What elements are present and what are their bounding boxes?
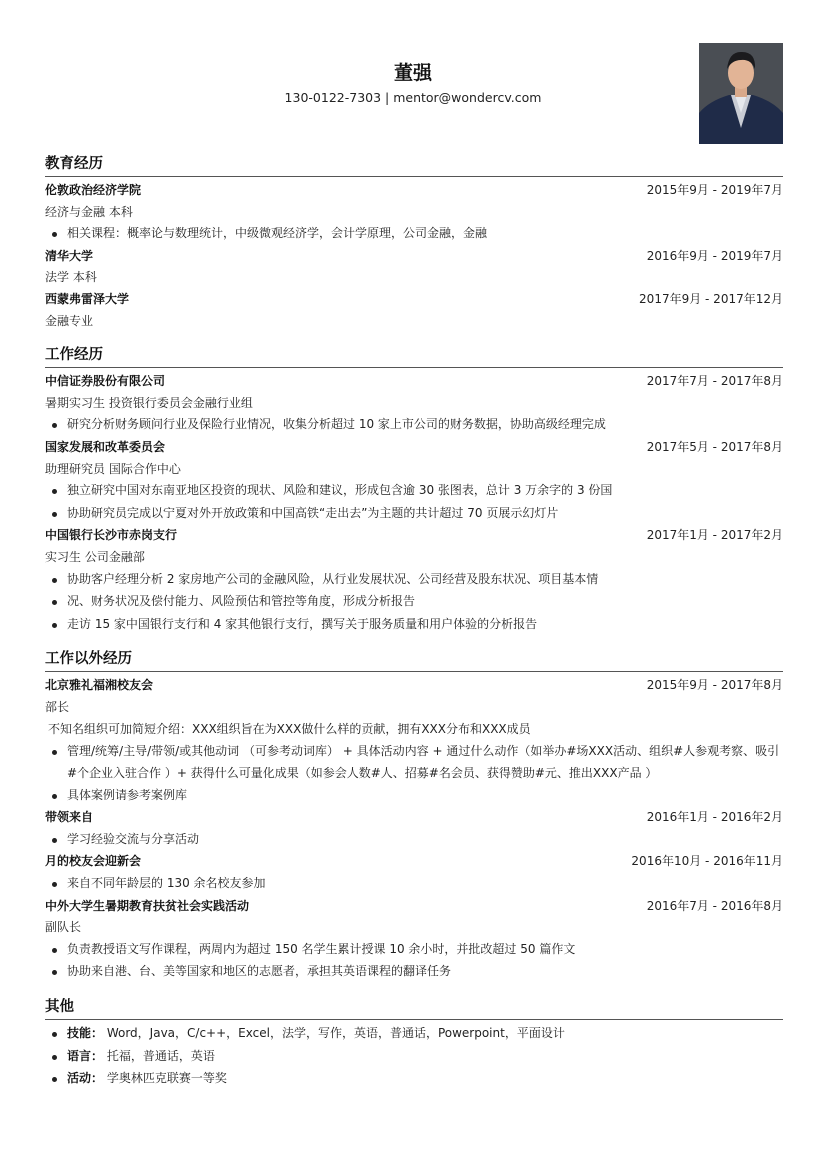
entry-date: 2016年9月 - 2019年7月 — [646, 248, 783, 263]
entry-subtitle: 金融专业 — [45, 313, 94, 328]
bullet-item — [45, 614, 783, 637]
entry — [45, 807, 783, 851]
contact-info: 130-0122-7303 | mentor@wondercv.com — [284, 90, 542, 105]
entry-description: 不知名组织可加简短介绍：XXX组织旨在为XXX做什么样的贡献，拥有XXX分布和XXX成员 — [48, 722, 531, 737]
entry-date: 2017年9月 - 2017年12月 — [639, 291, 783, 306]
entry-subtitle: 经济与金融 本科 — [45, 204, 133, 219]
item-label: 技能： — [67, 1026, 104, 1040]
bullet-item — [45, 873, 783, 896]
section-0 — [45, 152, 783, 332]
bullet-icon — [52, 1055, 57, 1060]
resume-body — [45, 152, 783, 1091]
bullet-icon — [52, 838, 57, 843]
bullet-icon — [52, 578, 57, 583]
bullet-text: 独立研究中国对东南亚地区投资的现状、风险和建议，形成包含逾 30 张图表，总计 3 万余字的 3 份国 — [67, 483, 613, 498]
section-title: 工作以外经历 — [45, 651, 132, 668]
entry-header — [45, 807, 783, 829]
bullet-item — [45, 741, 783, 784]
bullet-item — [45, 961, 783, 984]
entry — [45, 525, 783, 636]
entry-header — [45, 896, 783, 918]
candidate-name: 董强 — [393, 62, 432, 84]
entry-date: 2016年7月 - 2016年8月 — [646, 898, 783, 913]
bullet-text: 协助研究员完成以宁夏对外开放政策和中国高铁“走出去”为主题的共计超过 70 页展示幻灯片 — [67, 505, 559, 520]
item-text: Word，Java，C/c++，Excel，法学，写作，英语，普通话，Powerpoint，平面设计 — [103, 1026, 565, 1040]
section-1 — [45, 343, 783, 636]
bullet-text: 研究分析财务顾问行业及保险行业情况，收集分析超过 10 家上市公司的财务数据，协助高级经理完成 — [67, 417, 606, 432]
bullet-icon — [52, 948, 57, 953]
bullet-item — [45, 939, 783, 962]
bullet-icon — [52, 512, 57, 517]
section-3 — [45, 995, 783, 1091]
bullet-text: 协助客户经理分析 2 家房地产公司的金融风险，从行业发展状况、公司经营及股东状况、项目基本情 — [67, 571, 599, 586]
entry-title: 中外大学生暑期教育扶贫社会实践活动 — [45, 898, 250, 913]
entry-title: 清华大学 — [45, 248, 94, 263]
bullet-icon — [52, 489, 57, 494]
entry — [45, 437, 783, 525]
bullet-text: 走访 15 家中国银行支行和 4 家其他银行支行，撰写关于服务质量和用户体验的分析报告 — [67, 616, 538, 631]
entry-header — [45, 246, 783, 268]
entry-header — [45, 289, 783, 311]
section-title: 教育经历 — [45, 156, 103, 172]
entry-subtitle: 法学 本科 — [45, 270, 97, 285]
bullet-text: 管理/统筹/主导/带领/或其他动词 （可参考动词库） + 具体活动内容 + 通过什么动作（如举办#场XXX活动、组织#人参观考察、吸引#个企业入驻合作 ）+ 获得什么可量化成果（如参会人数#人、招募#名会员、获得赞助#元、推出XXX产品 ） — [67, 744, 780, 781]
bullet-item — [45, 569, 783, 592]
entry-date: 2017年7月 - 2017年8月 — [646, 374, 783, 389]
bullet-text: 况、财务状况及偿付能力、风险预估和管控等角度，形成分析报告 — [67, 594, 416, 609]
other-item — [45, 1023, 783, 1046]
entry-subtitle: 部长 — [45, 699, 70, 714]
entry — [45, 896, 783, 984]
item-label: 语言： — [67, 1048, 104, 1063]
entry-header — [45, 675, 783, 697]
item-label: 活动： — [67, 1071, 104, 1086]
entry-date: 2015年9月 - 2019年7月 — [646, 183, 783, 197]
entry-title: 国家发展和改革委员会 — [45, 439, 166, 454]
entry-title: 中国银行长沙市赤岗支行 — [45, 528, 178, 543]
bullet-icon — [52, 623, 57, 628]
entry — [45, 289, 783, 332]
bullet-text: 来自不同年龄层的 130 余名校友参加 — [67, 876, 266, 891]
bullet-item — [45, 785, 783, 808]
entry-date: 2016年1月 - 2016年2月 — [646, 810, 783, 825]
other-item — [45, 1046, 783, 1069]
bullet-icon — [52, 1077, 57, 1082]
bullet-text: 相关课程：概率论与数理统计，中级微观经济学，会计学原理，公司金融，金融 — [67, 226, 488, 241]
bullet-item — [45, 223, 783, 246]
entry-header — [45, 851, 783, 873]
bullet-icon — [52, 750, 57, 755]
entry — [45, 246, 783, 289]
bullet-text: 学习经验交流与分享活动 — [67, 831, 200, 846]
entry-subtitle: 暑期实习生 投资银行委员会金融行业组 — [45, 395, 253, 410]
bullet-icon — [52, 882, 57, 887]
entry-title: 中信证券股份有限公司 — [45, 374, 166, 389]
entry-header — [45, 371, 783, 393]
bullet-icon — [52, 423, 57, 428]
entry-date: 2015年9月 - 2017年8月 — [646, 678, 783, 693]
bullet-item — [45, 829, 783, 852]
section-divider — [45, 1019, 783, 1020]
bullet-item — [45, 591, 783, 614]
section-divider — [45, 671, 783, 672]
section-2 — [45, 647, 783, 984]
bullet-icon — [52, 794, 57, 799]
bullet-item — [45, 503, 783, 526]
bullet-item — [45, 480, 783, 503]
entry — [45, 180, 783, 246]
entry-title: 伦敦政治经济学院 — [45, 183, 142, 197]
bullet-item — [45, 414, 783, 437]
section-divider — [45, 367, 783, 368]
item-text: 托福，普通话，英语 — [103, 1048, 215, 1063]
entry — [45, 675, 783, 807]
item-text: 学奥林匹克联赛一等奖 — [103, 1071, 227, 1086]
entry-title: 西蒙弗雷泽大学 — [45, 291, 130, 306]
bullet-icon — [52, 600, 57, 605]
bullet-text: 负责教授语文写作课程，两周内为超过 150 名学生累计授课 10 余小时，并批改超过 50 篇作文 — [67, 941, 576, 956]
entry-date: 2016年10月 - 2016年11月 — [631, 854, 783, 869]
profile-photo — [699, 43, 783, 144]
entry-header — [45, 437, 783, 459]
entry-subtitle: 助理研究员 国际合作中心 — [45, 461, 181, 476]
entry-title: 月的校友会迎新会 — [45, 854, 142, 869]
bullet-text: 具体案例请参考案例库 — [67, 787, 188, 802]
entry — [45, 371, 783, 437]
entry-title: 北京雅礼福湘校友会 — [45, 678, 154, 693]
entry-date: 2017年1月 - 2017年2月 — [646, 528, 783, 543]
entry-title: 带领来自 — [45, 810, 94, 825]
entry-header — [45, 525, 783, 547]
entry-date: 2017年5月 - 2017年8月 — [646, 439, 783, 454]
entry — [45, 851, 783, 895]
section-divider — [45, 176, 783, 177]
entry-subtitle: 副队长 — [45, 920, 82, 935]
entry-header — [45, 180, 783, 202]
bullet-icon — [52, 1032, 57, 1037]
entry-subtitle: 实习生 公司金融部 — [45, 549, 145, 564]
bullet-text: 协助来自港、台、美等国家和地区的志愿者，承担其英语课程的翻译任务 — [67, 964, 452, 979]
bullet-icon — [52, 232, 57, 237]
other-item — [45, 1068, 783, 1091]
bullet-icon — [52, 970, 57, 975]
section-title: 工作经历 — [45, 347, 103, 364]
section-title: 其他 — [45, 999, 74, 1015]
